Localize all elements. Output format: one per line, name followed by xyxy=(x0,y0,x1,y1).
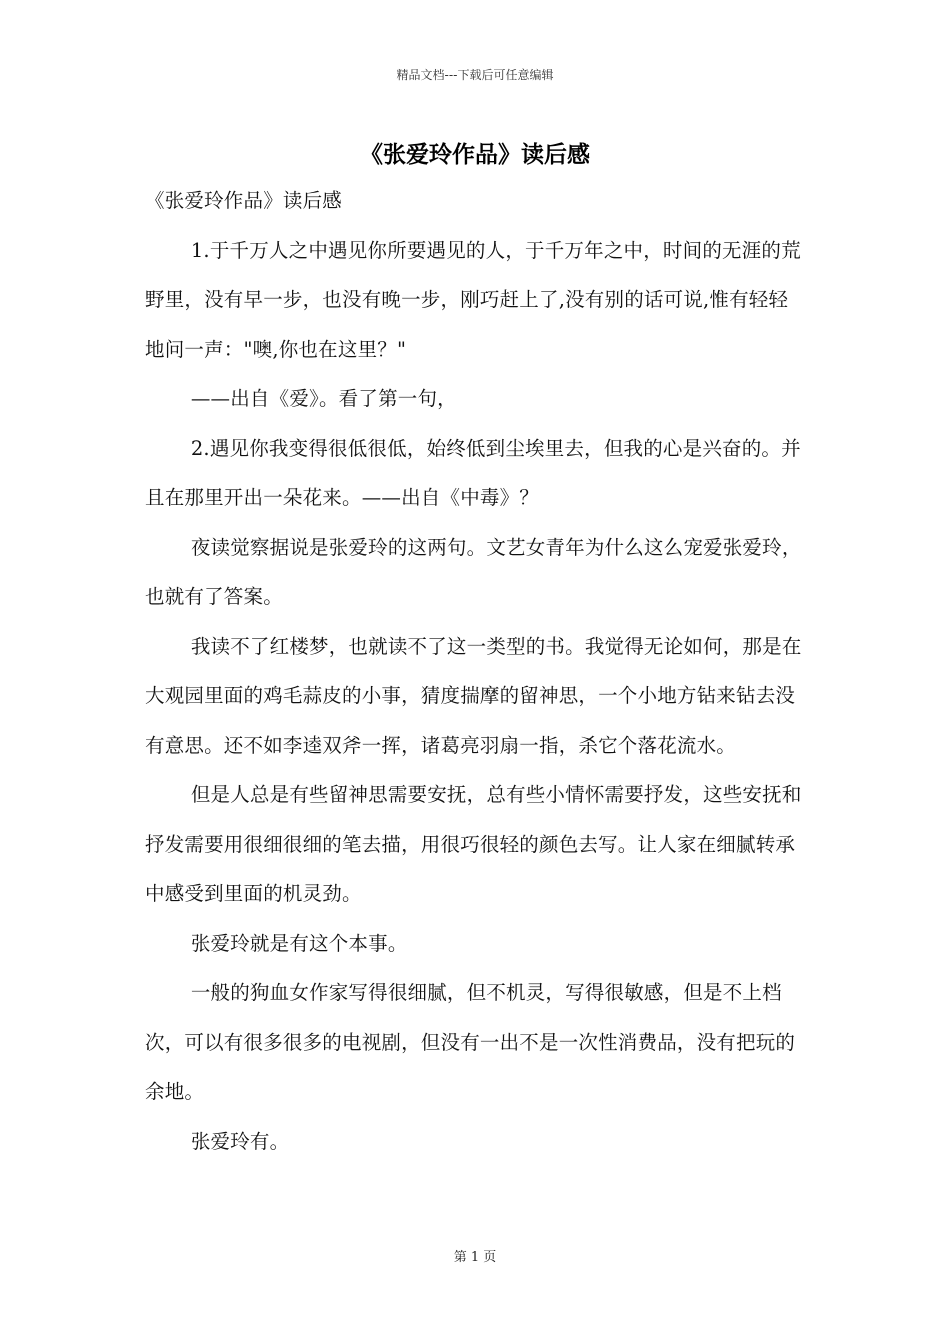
page-number: 第 1 页 xyxy=(453,1250,497,1265)
paragraph: 1.于千万人之中遇见你所要遇见的人，于千万年之中，时间的无涯的荒野里，没有早一步，也没有晚一步，刚巧赶上了,没有别的话可说,惟有轻轻地问一声："噢,你也在这里？" xyxy=(145,238,801,361)
document-title: 《张爱玲作品》读后感 xyxy=(360,141,590,168)
document-body xyxy=(145,176,807,1166)
paragraph: 但是人总是有些留神思需要安抚，总有些小情怀需要抒发，这些安抚和抒发需要用很细很细的笔去描，用很巧很轻的颜色去写。让人家在细腻转承中感受到里面的机灵劲。 xyxy=(145,783,802,905)
paragraph: 张爱玲有。 xyxy=(190,1129,290,1153)
paragraph: 夜读觉察据说是张爱玲的这两句。文艺女青年为什么这么宠爱张爱玲，也就有了答案。 xyxy=(145,535,802,608)
paragraph: 2.遇见你我变得很低很低，始终低到尘埃里去，但我的心是兴奋的。并且在那里开出一朵花来。——出自《中毒》？ xyxy=(145,436,801,509)
paragraph: ——出自《爱》。看了第一句， xyxy=(190,387,457,410)
paragraph-subtitle: 《张爱玲作品》读后感 xyxy=(145,189,343,212)
paragraph: 一般的狗血女作家写得很细腻，但不机灵，写得很敏感，但是不上档次，可以有很多很多的电视剧，但没有一出不是一次性消费品，没有把玩的余地。 xyxy=(145,981,796,1103)
paragraph: 张爱玲就是有这个本事。 xyxy=(190,931,408,955)
paragraph: 我读不了红楼梦，也就读不了这一类型的书。我觉得无论如何，那是在大观园里面的鸡毛蒜皮的小事，猜度揣摩的留神思，一个小地方钻来钻去没有意思。还不如李逵双斧一挥，诸葛亮羽扇一指，杀它个落花流水。 xyxy=(145,634,802,757)
page-header: 精品文档---下载后可任意编辑 xyxy=(396,68,554,82)
